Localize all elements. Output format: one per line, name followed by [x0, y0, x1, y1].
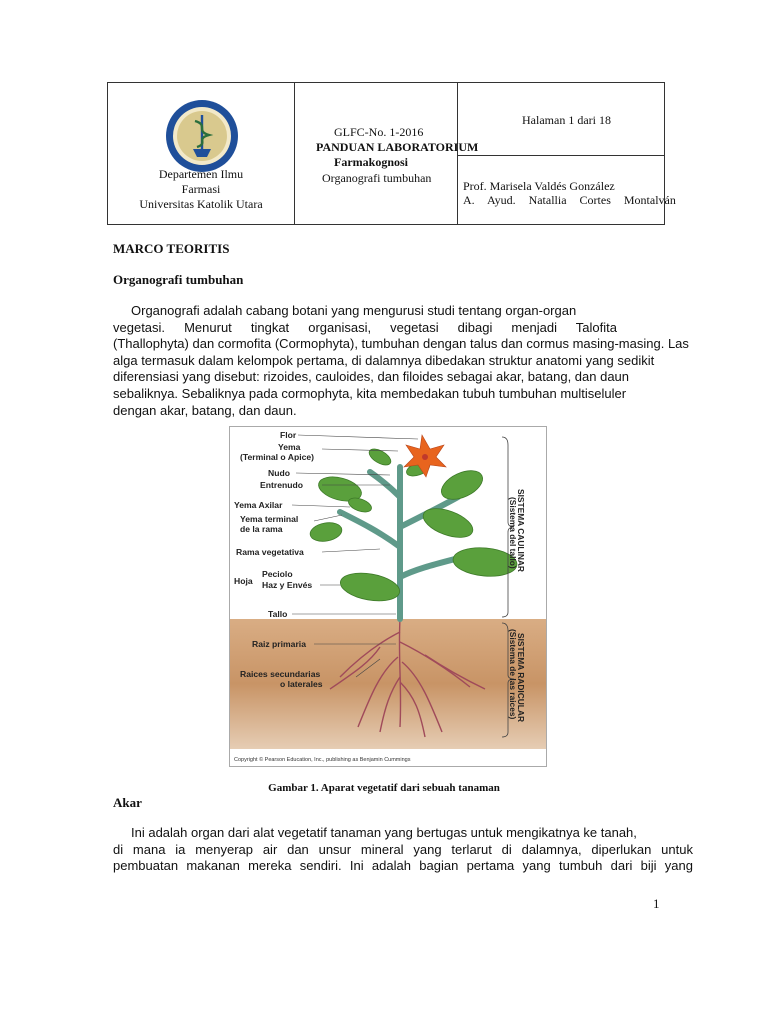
label-yema-terminal: Yema terminal — [240, 514, 299, 524]
label-raiz-primaria: Raiz primaria — [252, 639, 306, 649]
plant-diagram-figure — [229, 426, 547, 767]
label-sistema-radicular: SISTEMA RADICULAR — [516, 633, 526, 723]
header-divider — [457, 155, 664, 156]
paragraph-akar — [113, 825, 693, 875]
label-nudo: Nudo — [268, 468, 290, 478]
label-yema: Yema — [278, 442, 301, 452]
label-haz-enves: Haz y Envés — [262, 580, 313, 590]
paragraph-line: vegetasi. Menurut tingkat organisasi, vegetasi dibagi menjadi Talofita — [113, 319, 617, 335]
page-number: 1 — [653, 896, 660, 911]
subject-title: Farmakognosi — [334, 155, 409, 169]
label-rama-vegetativa: Rama vegetativa — [236, 547, 304, 557]
header-cell-title — [294, 83, 479, 224]
paragraph-line: alga termasuk dalam kelompok pertama, di dalamnya dibedakan struktur anatomi yang sedikit — [113, 352, 655, 368]
department-line-2: Farmasi — [181, 182, 221, 196]
label-tallo: Tallo — [268, 609, 288, 619]
plant-diagram-image — [230, 427, 546, 766]
label-raices-sub: o laterales — [280, 679, 323, 689]
university-name: Universitas Katolik Utara — [139, 197, 263, 211]
header-cell-meta — [457, 83, 676, 224]
copyright-note: Copyright © Pearson Education, Inc., publishing as Benjamin Cummings — [234, 757, 411, 763]
paragraph-organografi — [113, 303, 717, 419]
paragraph-line: di mana ia menyerap air dan unsur mineral yang terlarut di dalamnya, diperlukan untuk — [113, 841, 693, 857]
figure-caption: Gambar 1. Aparat vegetatif dari sebuah tanaman — [268, 782, 500, 794]
assistant-name: A. Ayud. Natallia Cortes Montalván — [463, 193, 676, 207]
label-yema-axilar: Yema Axilar — [234, 500, 283, 510]
label-flor: Flor — [280, 430, 297, 440]
label-sistema-caulinar: SISTEMA CAULINAR — [516, 489, 526, 572]
professor-name: Prof. Marisela Valdés González — [463, 179, 615, 193]
department-name — [108, 167, 294, 212]
label-yema-terminal-sub: de la rama — [240, 524, 283, 534]
label-entrenudo: Entrenudo — [260, 480, 303, 490]
section-heading-akar: Akar — [113, 795, 142, 810]
label-sistema-caulinar-sub: (Sistema del tallo) — [508, 497, 518, 569]
header-table — [107, 82, 676, 225]
paragraph-line: dengan akar, batang, dan daun. — [113, 402, 297, 418]
section-heading-marco: MARCO TEORITIS — [113, 241, 230, 256]
header-cell-institution — [108, 83, 295, 224]
label-raices-secundarias: Raices secundarias — [240, 669, 321, 679]
paragraph-line: sebaliknya. Sebaliknya pada cormophyta, kita membedakan tubuh tumbuhan multiseluler — [113, 385, 627, 401]
label-peciolo: Peciolo — [262, 569, 293, 579]
paragraph-line: diferensiasi yang disebut: rizoides, cauloides, dan filoides sebagai akar, batang, dan daun — [113, 369, 630, 385]
document-code: GLFC-No. 1-2016 — [334, 125, 424, 139]
label-hoja: Hoja — [234, 576, 253, 586]
manual-title: PANDUAN LABORATORIUM — [316, 140, 479, 154]
label-sistema-radicular-sub: (Sistema de las raices) — [508, 629, 518, 720]
section-heading-organografi: Organografi tumbuhan — [113, 272, 244, 287]
topic-title: Organografi tumbuhan — [322, 171, 432, 185]
paragraph-line: Organografi adalah cabang botani yang mengurusi studi tentang organ-organ — [131, 303, 577, 318]
label-yema-sub: (Terminal o Apice) — [240, 452, 315, 462]
paragraph-line: Ini adalah organ dari alat vegetatif tanaman yang bertugas untuk mengikatnya ke tanah, — [131, 825, 637, 840]
page-info: Halaman 1 dari 18 — [522, 113, 611, 127]
paragraph-line: pembuatan makanan mereka sendiri. Ini adalah bagian pertama yang tumbuh dari biji yang — [113, 858, 693, 874]
department-line-1: Departemen Ilmu — [158, 167, 244, 181]
university-seal-logo — [165, 99, 239, 173]
paragraph-line: (Thallophyta) dan cormofita (Cormophyta), tumbuhan dengan talus dan cormus masing-masing. Las — [113, 336, 689, 352]
